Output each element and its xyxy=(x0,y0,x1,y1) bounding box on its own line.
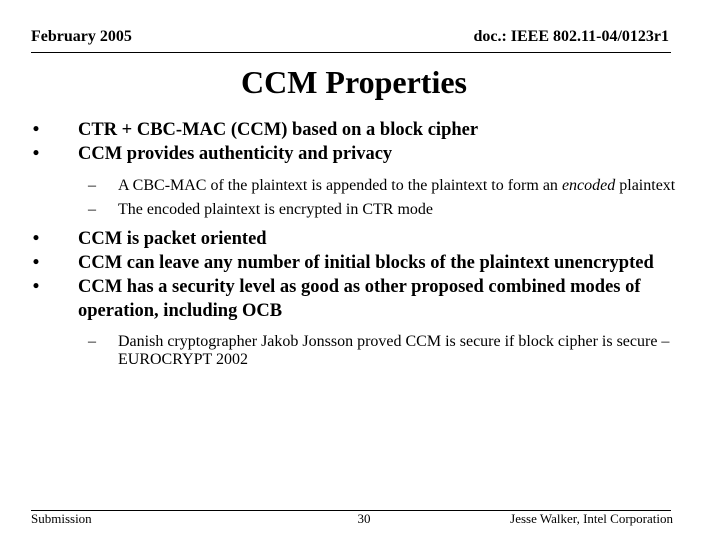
footer-submission: Submission xyxy=(31,511,92,526)
header-doc-id: doc.: IEEE 802.11-04/0123r1 xyxy=(473,28,669,45)
bullet-item xyxy=(31,251,681,275)
bullet-icon: • xyxy=(32,144,40,164)
bullet-icon: • xyxy=(32,277,40,297)
bullet-icon: • xyxy=(32,253,40,273)
bullet-item xyxy=(31,142,681,166)
bullet-text: CCM provides authenticity and privacy xyxy=(78,144,393,164)
bullet-list xyxy=(31,118,681,369)
bullet-item xyxy=(31,275,681,323)
bullet-text: CCM has a security level as good as other proposed combined modes of operation, including OCB xyxy=(78,277,641,321)
bullet-icon: • xyxy=(32,120,40,140)
sub-bullet-emphasis: encoded xyxy=(561,177,616,194)
bullet-text: CCM can leave any number of initial blocks of the plaintext unencrypted xyxy=(78,253,654,273)
sub-bullet-text-tail: plaintext xyxy=(615,177,676,194)
bullet-item xyxy=(31,227,681,251)
bullet-text: CTR + CBC-MAC (CCM) based on a block cipher xyxy=(78,120,479,140)
page-number: 30 xyxy=(357,511,371,526)
bullet-icon: • xyxy=(32,229,40,249)
dash-icon: – xyxy=(88,177,96,194)
sub-bullet-text: A CBC-MAC of the plaintext is appended to the plaintext to form an xyxy=(118,177,562,194)
bullet-item xyxy=(31,118,681,142)
header-divider xyxy=(31,52,671,53)
sub-bullet-text: The encoded plaintext is encrypted in CTR mode xyxy=(118,201,434,218)
footer-author: Jesse Walker, Intel Corporation xyxy=(510,511,673,526)
dash-icon: – xyxy=(88,201,96,218)
sub-bullet-text: Danish cryptographer Jakob Jonsson proved CCM is secure if block cipher is secure – EUROCRYPT 2002 xyxy=(118,333,670,368)
sub-bullet-item xyxy=(31,333,681,369)
sub-bullet-item xyxy=(31,177,681,195)
slide-title: CCM Properties xyxy=(241,64,467,100)
sub-bullet-item xyxy=(31,201,681,219)
bullet-text: CCM is packet oriented xyxy=(78,229,267,249)
dash-icon: – xyxy=(88,333,96,350)
header-date: February 2005 xyxy=(31,28,132,45)
